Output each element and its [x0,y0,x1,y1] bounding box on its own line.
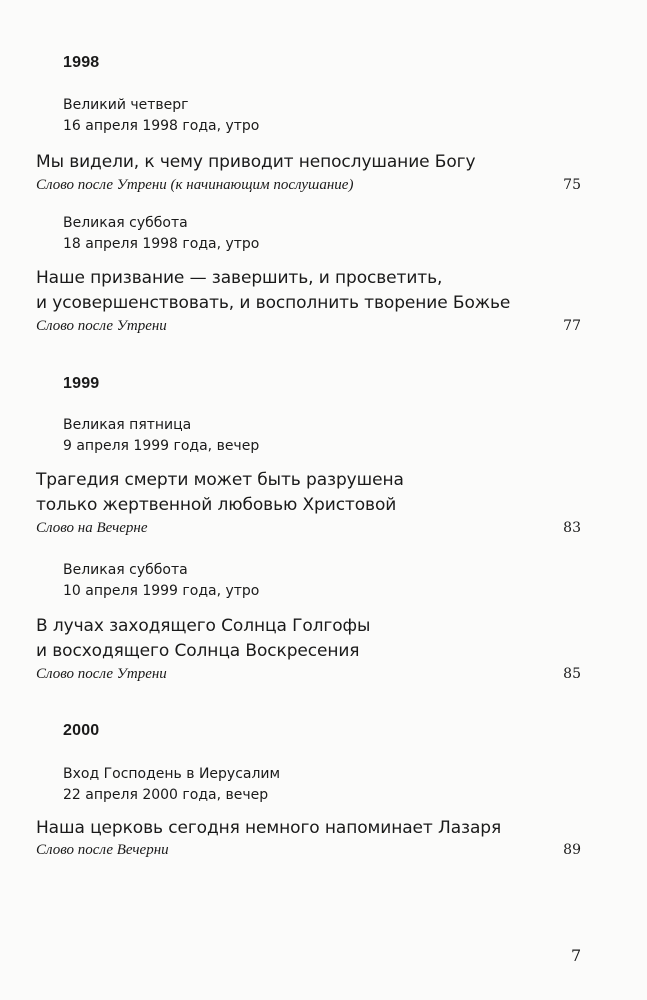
page-number: 89 [563,842,581,858]
entry-subtitle: Слово после Утрени [36,666,167,682]
entry-date: 22 апреля 2000 года, вечер [63,787,269,803]
entry-title [36,614,596,664]
entry-subtitle: Слово после Утрени [36,318,167,334]
entry-title [36,468,596,518]
entry-title-line: и усовершенствовать, и восполнить творение Божье [36,293,511,313]
entry-title-line: В лучах заходящего Солнца Голгофы [36,616,371,636]
entry-date: 9 апреля 1999 года, вечер [63,438,260,454]
entry-feast: Великий четверг [63,97,189,113]
entry-subtitle: Слово после Утрени (к начинающим послушание) [36,177,354,193]
folio-page-number: 7 [571,946,582,965]
entry-feast: Великая суббота [63,562,188,578]
page-number: 75 [563,177,581,193]
entry-subtitle: Слово после Вечерни [36,842,169,858]
entry-title-line: только жертвенной любовью Христовой [36,495,397,515]
entry-feast: Великая пятница [63,417,192,433]
year-heading: 2000 [63,722,100,739]
entry-title [36,816,596,841]
entry-title-line: Мы видели, к чему приводит непослушание Богу [36,152,476,172]
entry-title-line: Наша церковь сегодня немного напоминает Лазаря [36,818,502,838]
entry-title [36,266,596,316]
entry-title-line: Наше призвание — завершить, и просветить, [36,268,443,288]
page-number: 77 [563,318,581,334]
entry-subtitle: Слово на Вечерне [36,520,148,536]
entry-feast: Великая суббота [63,215,188,231]
year-heading: 1998 [63,54,100,71]
entry-title-line: и восходящего Солнца Воскресения [36,641,360,661]
page-number: 83 [563,520,581,536]
entry-title-line: Трагедия смерти может быть разрушена [36,470,404,490]
entry-date: 16 апреля 1998 года, утро [63,118,260,134]
entry-title [36,150,596,175]
entry-feast: Вход Господень в Иерусалим [63,766,281,782]
entry-date: 10 апреля 1999 года, утро [63,583,260,599]
year-heading: 1999 [63,375,100,392]
entry-date: 18 апреля 1998 года, утро [63,236,260,252]
page-number: 85 [563,666,581,682]
